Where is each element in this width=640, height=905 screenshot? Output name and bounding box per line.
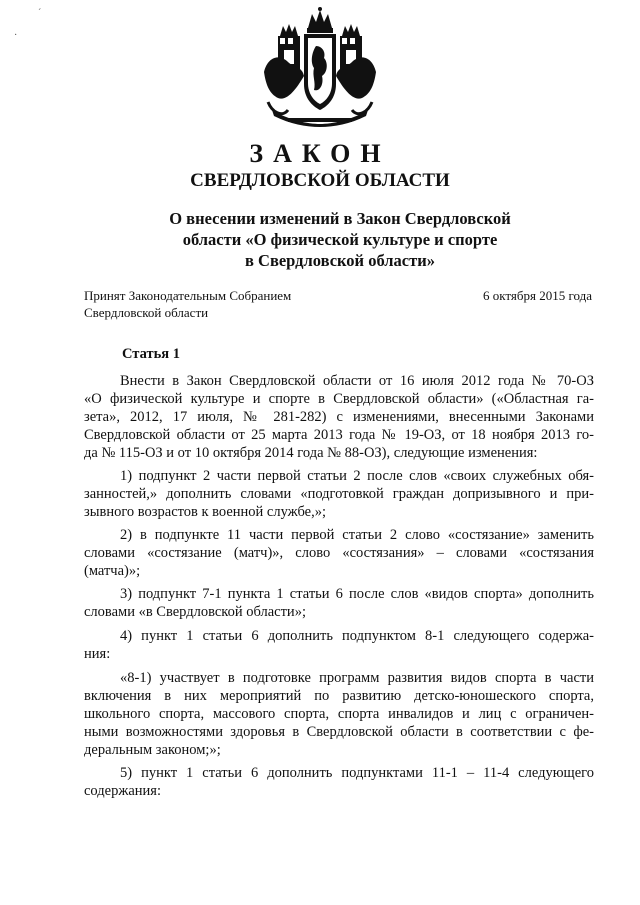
adopted-date: 6 октября 2015 года [483,288,592,303]
subject-line: О внесении изменений в Закон Свердловской [169,209,511,228]
text-line: «О физической культуре и спорте в Свердловской области» («Областная га- [84,391,594,407]
document-region: СВЕРДЛОВСКОЙ ОБЛАСТИ [190,170,450,191]
paragraph-item-5 [84,764,594,800]
text-line: 1) подпункт 2 части первой статьи 2 после слов «своих служебных обя- [120,468,594,484]
document-title: ЗАКОН [249,139,391,168]
text-line: Свердловской области от 25 марта 2013 года № 19-ОЗ, от 18 ноября 2013 го- [84,427,594,443]
paragraph-intro [84,372,594,462]
subject-line: области «О физической культуре и спорте [182,230,498,249]
adopted-by [84,287,291,321]
paragraph-quoted-subitem [84,669,594,759]
paragraph-item-3 [84,585,594,621]
text-line: содержания: [84,783,162,799]
paragraph-item-4 [84,627,594,663]
text-line: Внести в Закон Свердловской области от 16 июля 2012 года № 70-ОЗ [120,373,594,389]
paragraph-item-1 [84,467,594,521]
text-line: включения в них мероприятий по развитию детско-юношеского спорта, [84,688,594,704]
scan-speck: · [14,30,18,41]
text-line: словами «в Свердловской области»; [84,604,306,620]
text-line: занностей,» дополнить словами «подготовкой граждан допризывного и при- [84,486,594,502]
text-line: ными возможностями здоровья в Свердловской области в соответствии с фе- [84,724,594,740]
article-heading: Статья 1 [122,346,180,362]
text-line: 3) подпункт 7-1 пункта 1 статьи 6 после слов «видов спорта» дополнить [120,586,594,602]
text-line: 4) пункт 1 статьи 6 дополнить подпунктом 8-1 следующего содержа- [120,628,594,644]
adopted-by-line: Свердловской области [84,305,209,320]
text-line: зета», 2012, 17 июля, № 281-282) с изменениями, внесенными Законами [84,409,594,425]
text-line: школьного спорта, массового спорта, спорта инвалидов и лиц с ограничен- [84,706,594,722]
text-line: деральным законом;»; [84,742,221,758]
text-line: да № 115-ОЗ и от 10 октября 2014 года № 88-ОЗ), следующие изменения: [84,445,538,461]
text-line: зывного возрастов к военной службе,»; [84,504,327,520]
law-subject-title [80,208,600,271]
scan-speck: ˊ [38,8,42,19]
text-line: «8-1) участвует в подготовке программ развития видов спорта в части [120,670,594,686]
text-line: (матча)»; [84,563,141,579]
text-line: ния: [84,646,111,662]
adopted-by-line: Принят Законодательным Собранием [84,288,292,303]
text-line: 2) в подпункте 11 части первой статьи 2 слово «состязание» заменить [120,527,594,543]
paragraph-item-2 [84,526,594,580]
subject-line: в Свердловской области» [245,251,435,270]
coat-of-arms-emblem [258,6,382,128]
text-line: словами «состязание (матч)», слово «состязания» – словами «состязания [84,545,594,561]
text-line: 5) пункт 1 статьи 6 дополнить подпунктами 11-1 – 11-4 следующего [120,765,594,781]
